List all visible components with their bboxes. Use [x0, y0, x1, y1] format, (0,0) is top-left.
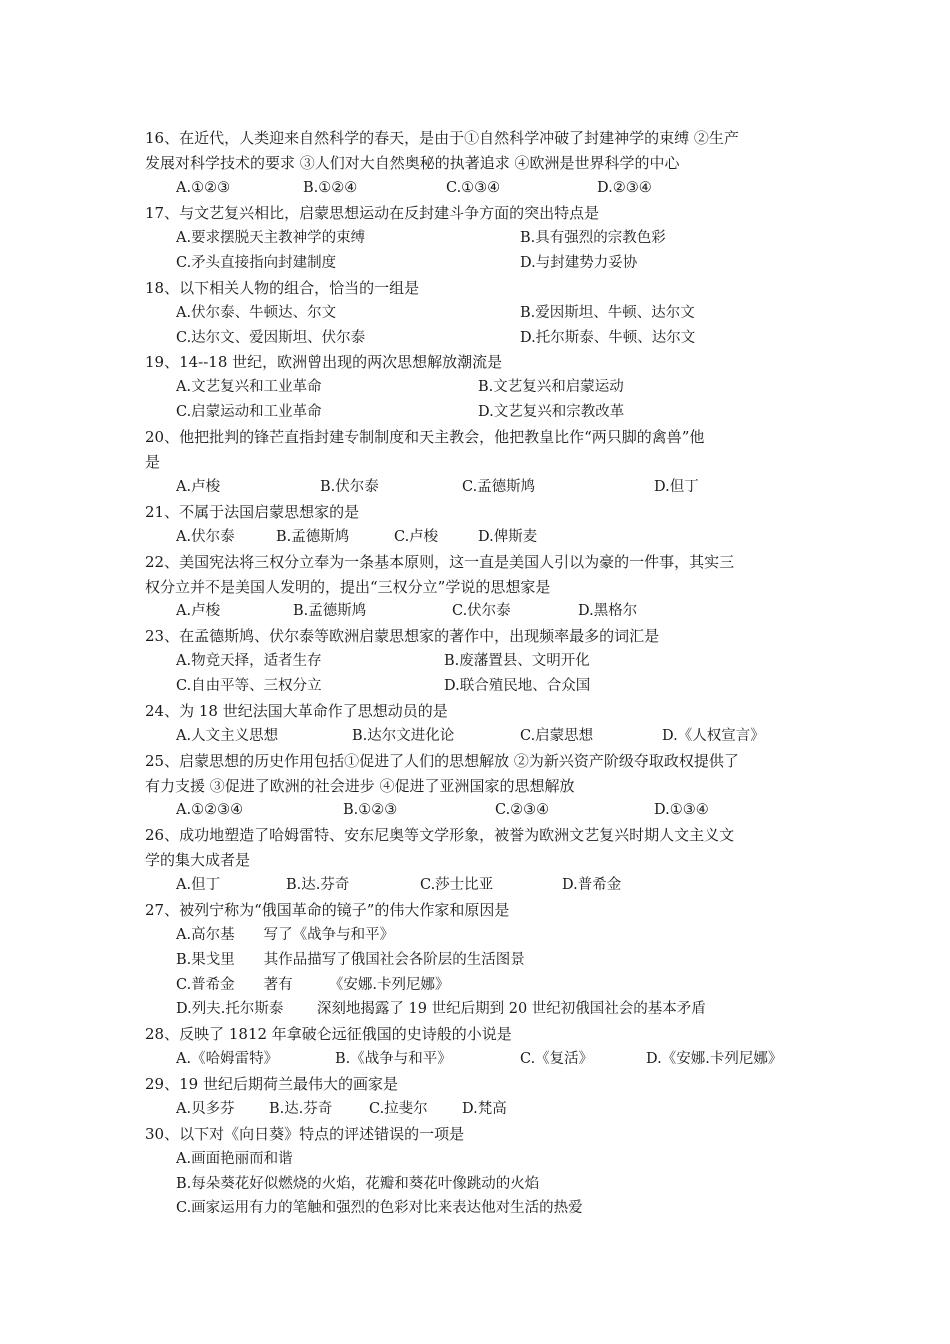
question-30-stem: 30、以下对《向日葵》特点的评述错误的一项是 [145, 1125, 465, 1143]
question-21-option-a: A.伏尔泰 [176, 529, 235, 545]
question-20-option-d: D.但丁 [654, 479, 699, 495]
question-20-stem-line-1: 20、他把批判的锋芒直指封建专制制度和天主教会，他把教皇比作“两只脚的禽兽”他 [145, 428, 705, 446]
question-17-option-d: D.与封建势力妥协 [520, 255, 638, 271]
question-16-option-d: D.②③④ [597, 180, 652, 196]
question-25-option-c: C.②③④ [495, 802, 550, 818]
question-30-option-a: A.画面艳丽而和谐 [176, 1151, 293, 1167]
question-26-option-d: D.普希金 [562, 877, 622, 893]
question-21-stem: 21、不属于法国启蒙思想家的是 [145, 503, 360, 521]
question-17-stem: 17、与文艺复兴相比，启蒙思想运动在反封建斗争方面的突出特点是 [145, 204, 600, 222]
question-28-option-c: C.《复活》 [520, 1051, 594, 1067]
question-29-stem: 29、19 世纪后期荷兰最伟大的画家是 [145, 1075, 398, 1093]
question-24-option-d: D.《人权宣言》 [662, 728, 765, 744]
question-21-option-d: D.俾斯麦 [478, 529, 538, 545]
question-18-option-b: B.爱因斯坦、牛顿、达尔文 [520, 305, 695, 321]
question-17-option-b: B.具有强烈的宗教色彩 [520, 230, 666, 246]
question-28-option-b: B.《战争与和平》 [335, 1051, 452, 1067]
question-16-stem-line-1: 16、在近代，人类迎来自然科学的春天，是由于①自然科学冲破了封建神学的束缚 ②生产 [145, 129, 739, 147]
question-25-option-a: A.①②③④ [176, 802, 244, 818]
question-23-option-a: A.物竞天择，适者生存 [176, 653, 322, 669]
question-16-option-c: C.①③④ [446, 180, 501, 196]
question-27-option-a: A.高尔基 写了《战争与和平》 [176, 927, 395, 943]
question-19-option-c: C.启蒙运动和工业革命 [176, 404, 322, 420]
question-20-option-b: B.伏尔泰 [320, 479, 379, 495]
question-27-option-b: B.果戈里 其作品描写了俄国社会各阶层的生活图景 [176, 952, 525, 968]
question-24-option-a: A.人文主义思想 [176, 728, 279, 744]
question-29-option-c: C.拉斐尔 [369, 1101, 428, 1117]
question-18-stem: 18、以下相关人物的组合，恰当的一组是 [145, 279, 420, 297]
question-25-option-d: D.①③④ [654, 802, 709, 818]
question-26-option-c: C.莎士比亚 [420, 877, 494, 893]
question-26-option-b: B.达.芬奇 [286, 877, 350, 893]
question-30-option-c: C.画家运用有力的笔触和强烈的色彩对比来表达他对生活的热爱 [176, 1200, 583, 1216]
question-26-stem-line-1: 26、成功地塑造了哈姆雷特、安东尼奥等文学形象，被誉为欧洲文艺复兴时期人文主义文 [145, 826, 735, 844]
question-20-option-a: A.卢梭 [176, 479, 221, 495]
question-19-option-b: B.文艺复兴和启蒙运动 [478, 379, 624, 395]
question-18-option-a: A.伏尔泰、牛顿达、尔文 [176, 305, 337, 321]
question-30-option-b: B.每朵葵花好似燃烧的火焰，花瓣和葵花叶像跳动的火焰 [176, 1176, 540, 1192]
question-22-option-a: A.卢梭 [176, 603, 221, 619]
question-29-option-b: B.达.芬奇 [269, 1101, 333, 1117]
question-28-stem: 28、反映了 1812 年拿破仑远征俄国的史诗般的小说是 [145, 1025, 512, 1043]
question-20-stem-line-2: 是 [145, 453, 161, 471]
question-23-option-d: D.联合殖民地、合众国 [444, 678, 591, 694]
question-17-option-a: A.要求摆脱天主教神学的束缚 [176, 230, 366, 246]
question-24-option-b: B.达尔文进化论 [352, 728, 455, 744]
question-29-option-a: A.贝多芬 [176, 1101, 235, 1117]
question-19-option-d: D.文艺复兴和宗教改革 [478, 404, 625, 420]
question-17-option-c: C.矛头直接指向封建制度 [176, 255, 337, 271]
question-19-option-a: A.文艺复兴和工业革命 [176, 379, 322, 395]
question-29-option-d: D.梵高 [462, 1101, 507, 1117]
question-16-stem-line-2: 发展对科学技术的要求 ③人们对大自然奥秘的执著追求 ④欧洲是世界科学的中心 [145, 154, 680, 172]
question-22-stem-line-2: 权分立并不是美国人发明的，提出“三权分立”学说的思想家是 [145, 578, 551, 596]
question-18-option-d: D.托尔斯泰、牛顿、达尔文 [520, 330, 696, 346]
question-26-option-a: A.但丁 [176, 877, 221, 893]
question-16-option-b: B.①②④ [303, 180, 358, 196]
question-21-option-c: C.卢梭 [394, 529, 439, 545]
question-26-stem-line-2: 学的集大成者是 [145, 851, 251, 869]
question-23-stem: 23、在孟德斯鸠、伏尔泰等欧洲启蒙思想家的著作中，出现频率最多的词汇是 [145, 627, 660, 645]
question-25-option-b: B.①②③ [343, 802, 398, 818]
question-22-option-b: B.孟德斯鸠 [293, 603, 367, 619]
question-25-stem-line-1: 25、启蒙思想的历史作用包括①促进了人们的思想解放 ②为新兴资产阶级夺取政权提供了 [145, 752, 739, 770]
question-27-stem: 27、被列宁称为“俄国革命的镜子”的伟大作家和原因是 [145, 901, 510, 919]
question-28-option-a: A.《哈姆雷特》 [176, 1051, 279, 1067]
question-24-stem: 24、为 18 世纪法国大革命作了思想动员的是 [145, 702, 448, 720]
question-28-option-d: D.《安娜.卡列尼娜》 [646, 1051, 783, 1067]
question-27-option-c: C.普希金 著有 《安娜.卡列尼娜》 [176, 977, 450, 993]
question-18-option-c: C.达尔文、爱因斯坦、伏尔泰 [176, 330, 366, 346]
question-21-option-b: B.孟德斯鸠 [276, 529, 350, 545]
question-25-stem-line-2: 有力支援 ③促进了欧洲的社会进步 ④促进了亚洲国家的思想解放 [145, 777, 575, 795]
question-22-stem-line-1: 22、美国宪法将三权分立奉为一条基本原则，这一直是美国人引以为豪的一件事，其实三 [145, 553, 735, 571]
question-16-option-a: A.①②③ [176, 180, 231, 196]
question-19-stem: 19、14--18 世纪，欧洲曾出现的两次思想解放潮流是 [145, 353, 503, 371]
question-23-option-c: C.自由平等、三权分立 [176, 678, 322, 694]
question-20-option-c: C.孟德斯鸠 [462, 479, 536, 495]
question-22-option-d: D.黑格尔 [578, 603, 638, 619]
question-22-option-c: C.伏尔泰 [452, 603, 511, 619]
question-27-option-d: D.列夫.托尔斯泰 深刻地揭露了 19 世纪后期到 20 世纪初俄国社会的基本矛盾 [176, 1001, 706, 1017]
question-24-option-c: C.启蒙思想 [520, 728, 594, 744]
question-23-option-b: B.废藩置县、文明开化 [444, 653, 590, 669]
